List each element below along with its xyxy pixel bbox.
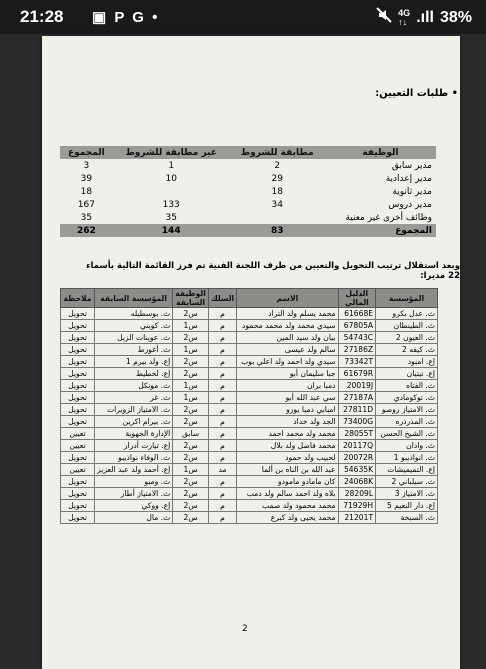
assignment-cell: 24068K — [338, 476, 376, 488]
assignment-cell: تعيين — [61, 440, 95, 452]
assignment-cell: ث. ومبو — [95, 476, 173, 488]
assignment-cell: تحويل — [61, 392, 95, 404]
assignment-cell: إع. التميميشات — [376, 464, 438, 476]
assignment-cell: إع. لخطيط — [95, 368, 173, 380]
table-row — [61, 500, 438, 512]
assignment-cell: م — [208, 308, 236, 320]
summary-cell: 1 — [168, 160, 175, 171]
table-row — [61, 368, 438, 380]
assignment-table-header — [61, 289, 438, 308]
assignment-cell: س1 — [173, 380, 209, 392]
assignment-cell: م — [208, 452, 236, 464]
assignment-cell: إع. دار النعيم 5 — [376, 500, 438, 512]
summary-row — [60, 185, 436, 198]
assignment-cell: تحويل — [61, 320, 95, 332]
assignment-cell: م — [208, 488, 236, 500]
assignment-cell: تحويل — [61, 344, 95, 356]
assignment-cell: تحويل — [61, 380, 95, 392]
assignment-cell: ث. الطينطان — [376, 320, 438, 332]
assignment-cell: م — [208, 332, 236, 344]
summary-cell — [113, 185, 230, 198]
assignment-cell: 54743C — [338, 332, 376, 344]
summary-row — [60, 198, 436, 211]
summary-header-cell: غير مطابقة للشروط — [113, 146, 230, 159]
assignment-table-body — [61, 308, 438, 524]
assignment-cell: ث. الامتياز أطار — [95, 488, 173, 500]
table-row — [61, 452, 438, 464]
assignment-cell: تحويل — [61, 416, 95, 428]
page-number: 2 — [242, 624, 248, 634]
summary-total-row — [60, 224, 436, 237]
assignment-cell: 73400G — [338, 416, 376, 428]
assignment-cell: عبد الله بن الناه بن ألما — [237, 464, 338, 476]
assignment-cell: س2 — [173, 476, 209, 488]
assignment-header-cell: المؤسسة — [376, 289, 438, 308]
signal-icon: .ıll — [416, 8, 434, 26]
summary-cell: 39 — [80, 173, 93, 184]
summary-cell: 18 — [80, 186, 93, 197]
summary-header-cell: الوظيفة — [325, 146, 436, 159]
assignment-cell: س1 — [173, 392, 209, 404]
assignment-cell: س1 — [173, 344, 209, 356]
summary-cell: 35 — [165, 212, 177, 223]
assignment-cell: ث. العيون 2 — [376, 332, 438, 344]
assignment-cell: امبابي دمبا يورو — [237, 404, 338, 416]
assignment-cell: محمد ولد محمد احمد — [237, 428, 338, 440]
assignment-cell: 27811D — [338, 404, 376, 416]
assignment-cell: تحويل — [61, 500, 95, 512]
assignment-cell: س2 — [173, 512, 209, 524]
table-row — [61, 320, 438, 332]
assignment-cell: 67805A — [338, 320, 376, 332]
assignment-cell: إع. أحمد ولد عبد العزيز — [95, 464, 173, 476]
assignment-cell: م — [208, 404, 236, 416]
summary-cell: 3 — [83, 160, 90, 171]
assignment-cell: 61668E — [338, 308, 376, 320]
assignment-cell: تحويل — [61, 332, 95, 344]
assignment-cell: ث. الشيخ الحسن — [376, 428, 438, 440]
assignment-cell: سابق — [173, 428, 209, 440]
assignment-cell: ث. مال — [95, 512, 173, 524]
summary-cell: 167 — [77, 199, 95, 210]
assignment-cell: جبا سليمان أبو — [237, 368, 338, 380]
assignment-cell: م — [208, 416, 236, 428]
assignment-cell: ث. الامتياز روصو — [376, 404, 438, 416]
assignment-cell: سالم ولد عيسى — [237, 344, 338, 356]
assignment-header-cell: ملاحظة — [61, 289, 95, 308]
assignment-cell: ث. بوسطيله — [95, 308, 173, 320]
assignment-cell: ث. انواذيبو 1 — [376, 452, 438, 464]
assignment-cell: ث. سيلباني 2 — [376, 476, 438, 488]
assignment-cell: 21201T — [338, 512, 376, 524]
assignment-cell: ث. الامتياز 3 — [376, 488, 438, 500]
assignment-cell: م — [208, 440, 236, 452]
assignment-cell: إع. تيتيان — [376, 368, 438, 380]
assignment-cell: ث. السبخة — [376, 512, 438, 524]
list-intro-note: وبعد استقلال ترتيب التحويل والتعيين من طرف اللجنة الفنية تم فرز القائمة التالية بأسماء 22 مديرا: — [86, 261, 460, 281]
assignment-cell: تحويل — [61, 476, 95, 488]
summary-cell: مدير ثانوية — [392, 186, 432, 197]
assignment-cell: إع. امبود — [376, 356, 438, 368]
table-row — [61, 404, 438, 416]
summary-cell: مدير سابق — [391, 160, 432, 171]
summary-header-cell: المجموع — [60, 146, 113, 159]
assignment-cell: م — [208, 512, 236, 524]
assignment-cell: سيدي محمد ولد محمد محمود — [237, 320, 338, 332]
assignment-cell: ث. الامتياز الزويرات — [95, 404, 173, 416]
table-row — [61, 440, 438, 452]
assignment-cell: 61679R — [338, 368, 376, 380]
assignment-cell: بيان ولد سيد المين — [237, 332, 338, 344]
assignment-cell: ث. الوفاء نواذيبو — [95, 452, 173, 464]
table-row — [61, 344, 438, 356]
assignment-cell: إع. ولد بيرم 1 — [95, 356, 173, 368]
summary-cell: مدير إعدادية — [385, 173, 432, 184]
summary-cell: 35 — [80, 212, 93, 223]
assignment-cell: ث. كيفه 2 — [376, 344, 438, 356]
assignment-cell: م — [208, 380, 236, 392]
summary-row — [60, 172, 436, 185]
table-row — [61, 476, 438, 488]
assignment-cell: لحبيب ولد حمود — [237, 452, 338, 464]
assignment-cell: م — [208, 500, 236, 512]
summary-total-cell: 144 — [113, 224, 230, 237]
assignment-cell: محمد محمود ولد صمب — [237, 500, 338, 512]
section-heading: • طلبات التعيين: — [375, 88, 458, 99]
assignment-cell: تحويل — [61, 452, 95, 464]
assignment-cell: ث. كوبني — [95, 320, 173, 332]
table-row — [61, 488, 438, 500]
assignment-cell: 27187A — [338, 392, 376, 404]
summary-cell: وظائف أخرى غير معنية — [345, 212, 432, 223]
assignment-cell: الجد ولد خداد — [237, 416, 338, 428]
assignment-cell: س2 — [173, 500, 209, 512]
assignment-cell: ث. المذرذره — [376, 416, 438, 428]
assignment-cell: تحويل — [61, 404, 95, 416]
assignment-cell: 20019J — [338, 380, 376, 392]
assignment-cell: 28209L — [338, 488, 376, 500]
table-row — [61, 380, 438, 392]
assignment-cell: الإدارة الجهوية — [95, 428, 173, 440]
assignment-cell: 73342T — [338, 356, 376, 368]
assignment-cell: ث. عوينات الزبل — [95, 332, 173, 344]
assignment-cell: ث. عدل بكرو — [376, 308, 438, 320]
table-row — [61, 416, 438, 428]
assignment-cell: ث. مونكل — [95, 380, 173, 392]
assignment-cell: تحويل — [61, 356, 95, 368]
assignment-cell: م — [208, 368, 236, 380]
summary-row — [60, 211, 436, 224]
assignment-cell: م — [208, 392, 236, 404]
summary-row — [60, 159, 436, 172]
assignment-cell: تعيين — [61, 428, 95, 440]
assignment-cell: س2 — [173, 452, 209, 464]
summary-cell: 18 — [271, 186, 283, 197]
assignment-cell: س2 — [173, 368, 209, 380]
assignment-cell: ث. الفتاه — [376, 380, 438, 392]
assignment-header-cell: الاسم — [237, 289, 338, 308]
summary-cell: 133 — [162, 199, 180, 210]
assignment-header-cell: الوظيفة السابقة — [173, 289, 209, 308]
assignment-cell: ث. وادان — [376, 440, 438, 452]
assignment-cell: م — [208, 428, 236, 440]
assignment-cell: ث. بيرام اكرين — [95, 416, 173, 428]
assignment-cell: س2 — [173, 440, 209, 452]
summary-header-cell: مطابقة للشروط — [230, 146, 325, 159]
assignment-cell: إع. تيارت أدرار — [95, 440, 173, 452]
assignment-cell: 71929H — [338, 500, 376, 512]
assignment-cell: كان مامادو مامودو — [237, 476, 338, 488]
assignment-cell: س1 — [173, 320, 209, 332]
table-row — [61, 332, 438, 344]
assignment-cell: س2 — [173, 308, 209, 320]
battery-level: 38% — [439, 8, 472, 26]
assignment-header-cell: المؤسسة السابقة — [95, 289, 173, 308]
assignment-cell: م — [208, 344, 236, 356]
summary-cell: 29 — [271, 173, 283, 184]
notification-icons: ▣ P G • — [92, 9, 160, 26]
assignment-cell: سي عبد الله أبو — [237, 392, 338, 404]
assignment-cell: ث. توكومادي — [376, 392, 438, 404]
assignment-cell: م — [208, 356, 236, 368]
assignment-cell: محمد فاضل ولد بلال — [237, 440, 338, 452]
table-row — [61, 512, 438, 524]
assignment-cell: دمبا بران — [237, 380, 338, 392]
summary-cell: 2 — [274, 160, 281, 171]
assignment-cell: مد — [208, 464, 236, 476]
assignment-header-cell: الدليل المالي — [338, 289, 376, 308]
summary-cell: مدير دروس — [388, 199, 432, 210]
assignment-cell: 20072R — [338, 452, 376, 464]
summary-cell: 34 — [271, 199, 283, 210]
network-type: 4G ↑↓ — [398, 7, 411, 27]
assignment-cell: م — [208, 476, 236, 488]
table-row — [61, 392, 438, 404]
summary-table-header — [60, 146, 436, 159]
clock: 21:28 — [20, 7, 64, 26]
summary-total-cell: 83 — [230, 224, 325, 237]
assignment-cell: تحويل — [61, 368, 95, 380]
assignment-cell: 20117Q — [338, 440, 376, 452]
assignment-cell: تحويل — [61, 488, 95, 500]
status-bar — [0, 0, 486, 34]
assignment-cell: س1 — [173, 464, 209, 476]
summary-total-cell: المجموع — [325, 224, 436, 237]
summary-table — [60, 146, 436, 237]
assignment-cell: تعيين — [61, 464, 95, 476]
assignment-cell: تحويل — [61, 308, 95, 320]
assignment-cell: س2 — [173, 404, 209, 416]
assignment-cell: س2 — [173, 416, 209, 428]
summary-cell — [230, 211, 325, 224]
assignment-cell: س2 — [173, 332, 209, 344]
assignment-cell: ث. أغورط — [95, 344, 173, 356]
summary-total-cell: 262 — [60, 224, 113, 237]
assignment-cell: 54635K — [338, 464, 376, 476]
mute-icon — [376, 7, 392, 28]
assignment-header-cell: السلك — [208, 289, 236, 308]
assignment-cell: س2 — [173, 356, 209, 368]
assignment-cell: بلاه ولد احمد سالم ولد دمب — [237, 488, 338, 500]
summary-table-body — [60, 159, 436, 237]
table-row — [61, 464, 438, 476]
status-right — [376, 7, 472, 28]
table-row — [61, 428, 438, 440]
assignment-cell: 28055T — [338, 428, 376, 440]
assignment-cell: س2 — [173, 488, 209, 500]
assignment-cell: م — [208, 320, 236, 332]
assignment-cell: إع. ووكي — [95, 500, 173, 512]
assignment-cell: محمد يسلم ولد التراد — [237, 308, 338, 320]
assignment-cell: تحويل — [61, 512, 95, 524]
assignment-cell: 27186Z — [338, 344, 376, 356]
summary-cell: 10 — [165, 173, 177, 184]
table-row — [61, 356, 438, 368]
assignment-cell: محمد يحيى ولد كبرع — [237, 512, 338, 524]
assignment-cell: سيدي ولد احمد ولد اعلي بوب — [237, 356, 338, 368]
assignment-cell: ث. غر — [95, 392, 173, 404]
assignment-table — [60, 288, 438, 524]
table-row — [61, 308, 438, 320]
